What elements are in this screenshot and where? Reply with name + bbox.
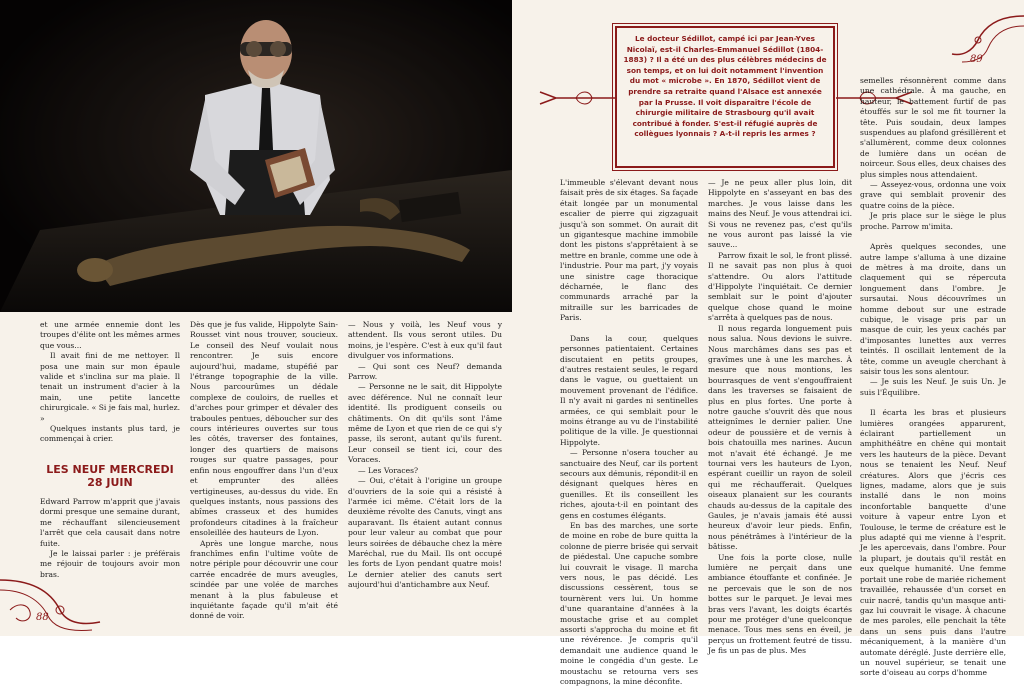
paragraph: Dans la cour, quelques personnes patientaient. Certaines discutaient en petits groupes, d'autres restaient seules, le regard dans le vague, ou guettaient un mouvement provenant de l'édifice. Il n'y avait ni gardes ni sentinelles armées, ce qui semblait pour le moins étrange au vu de l'instabilité politique de la ville. Je questionnai Hippolyte.	[560, 333, 698, 447]
corner-ornament-top-icon	[952, 0, 1024, 76]
left-page	[0, 0, 512, 636]
paragraph: semelles résonnèrent comme dans une cathédrale. À ma gauche, en hauteur, le battement furtif de pas étouffés sur le sol me fit tourner la tête. Puis soudain, deux lampes suspendues au plafond grésillèrent et s'allumèrent, comme deux colonnes de lumière dans un océan de noirceur. Sous elles, deux chaises des plus simples nous attendaient.	[860, 76, 1006, 179]
left-column-2	[190, 320, 338, 632]
left-column-3	[348, 320, 502, 632]
paragraph: Après une longue marche, nous franchîmes enfin l'ultime voûte de notre périple pour découvrir une cour carrée encadrée de murs aveugles, scindée par une volée de marches menant à la plus fabuleuse et inquiétante façade qu'il m'ait été donné de voir.	[190, 538, 338, 621]
right-column-1	[560, 178, 698, 687]
paragraph: et une armée ennemie dont les troupes d'élite ont les mêmes armes que vous...	[40, 320, 180, 350]
section-heading: LES NEUF MERCREDI 28 JUIN	[46, 462, 174, 489]
page-number-right: 89	[970, 54, 983, 65]
flourish-left-icon	[536, 86, 616, 110]
paragraph: Dès que je fus valide, Hippolyte Sain-Rousset vint nous trouver, soucieux. Le conseil des Neuf voulait nous rencontrer. Je suis encore aujourd'hui, madame, stupéfié par l'étrange topographie de la ville. Nous parcourûmes un dédale complexe de couloirs, de ruelles et d'arches pour grimper et dévaler des traboules pentues, déboucher sur des cours intérieures ouvertes sur tous les côtés, traverser des fontaines, longer des quartiers de maisons rouges sur quatre passages, pour enfin nous engouffrer dans l'un d'eux et emprunter des allées vertigineuses, au-dessus du vide. En quelques instants, nous passions des abîmes crasseux et des humides profondeurs citadines à la fraîcheur ensoleillée des hauteurs de Lyon.	[190, 320, 338, 538]
paragraph: — Nous y voilà, les Neuf vous y attendent. Ils vous seront utiles. Du moins, je l'espère. C'est à eux qu'il faut divulguer vos informations.	[348, 320, 502, 361]
photo-illustration	[0, 0, 512, 312]
paragraph: — Je suis les Neuf. Je suis Un. Je suis l'Équilibre.	[860, 377, 1006, 397]
paragraph: Quelques instants plus tard, je commençai à crier.	[40, 424, 180, 444]
corner-ornament-icon	[0, 560, 110, 636]
photo-doctor-examining-mummy	[0, 0, 512, 312]
paragraph: Il écarta les bras et plusieurs lumières orangées apparurent, éclairant partiellement un amphithéâtre en chêne qui montait vers les hauteurs de la pièce. Devant nous se tenaient les Neuf. Neuf créatures. Alors que j'écris ces lignes, madame, alors que je suis installé dans le non moins inconfortable banquette d'une voiture à vapeur entre Lyon et Toulouse, le terme de créature est le plus adapté qui me vienne à l'esprit. Je les apercevais, dans l'ombre. Pour la plupart, je doutais qu'il restât en eux quelque humanité. Une femme portait une robe de mariée richement travaillée, rehaussée d'un corset en cuir nacré, tandis qu'un masque anti-gaz lui couvrait le visage. À chacune de mes paroles, elle penchait la tête dans un sens puis dans l'autre mécaniquement, à la manière d'un automate déréglé. Juste derrière elle, un nouvel supérieur, se tenait une sorte d'oiseau au corps d'homme	[860, 408, 1006, 678]
right-column-2	[708, 178, 852, 656]
paragraph: — Les Voraces?	[358, 465, 419, 475]
paragraph: — Personne ne le sait, dit Hippolyte avec déférence. Nul ne connaît leur identité. Ils prodiguent conseils ou châtiments. On dit qu'ils sont l'âme même de Lyon et que rien de ce qui s'y passe, ils seront, autant qu'ils furent. Leur conseil se tient ici, cour des Voraces.	[348, 382, 502, 465]
paragraph: Il avait fini de me nettoyer. Il posa une main sur mon épaule valide et s'inclina sur ma plaie. Il tenait un instrument d'acier à la main, une petite lancette chirurgicale. « Si je fais mal, hurlez. »	[40, 351, 180, 423]
sidebar-quote-box	[615, 26, 835, 168]
paragraph: — Je ne peux aller plus loin, dit Hippolyte en s'asseyant en bas des marches. Je vous laisse dans les mains des Neuf. Je vous attendrai ici. Si vous ne revenez pas, c'est qu'ils ne vous auront pas laissé la vie sauve...	[708, 178, 852, 250]
paragraph: — Asseyez-vous, ordonna une voix grave qui semblait provenir des quatre coins de la pièce.	[860, 180, 1006, 210]
paragraph: Une fois la porte close, nulle lumière ne perçait dans une ambiance étouffante et confinée. Je ne percevais que le son de nos bottes sur le parquet. Je levai mes bras vers l'avant, les doigts écartés pour me protéger d'une quelconque menace. Tous mes sens en éveil, je perçus un frottement feutré de tissu. Je fis un pas de plus. Mes	[708, 552, 852, 656]
paragraph: — Oui, c'était à l'origine un groupe d'ouvriers de la soie qui a résisté à l'armée ici même. C'était lors de la deuxième révolte des Canuts, vingt ans auparavant. Ils étaient autant connus pour leur valeur au combat que pour leurs soirées de débauche chez la mère Maréchal, rue du Mail. Ils ont occupé les forts de Lyon pendant quatre mois! Le dernier atelier des canuts sert aujourd'hui d'antichambre aux Neuf.	[348, 476, 502, 590]
paragraph: — Personne n'osera toucher au sanctuaire des Neuf, car ils portent secours aux démunis, répondit-il en désignant quelques hères en guenilles. Et ils conseillent les riches, ajouta-t-il en pointant des gens en costumes élégants.	[560, 448, 698, 520]
sidebar-quote-text: Le docteur Sédillot, campé ici par Jean-Yves Nicolaï, est-il Charles-Emmanuel Sédillot (1804-1883) ? Il a été un des plus célèbres médecins de son temps, et on lui doit notamment l'invention du mot « microbe ». En 1870, Sédillot vient de prendre sa retraite quand l'Alsace est annexée par la Prusse. Il voit disparaître l'école de chirurgie militaire de Strasbourg qu'il avait contribué à fonder. S'est-il réfugié auprès de collègues lyonnais ? A-t-il repris les armes ?	[623, 34, 827, 139]
paragraph: — Qui sont ces Neuf? demanda Parrow.	[348, 361, 502, 382]
paragraph: En bas des marches, une sorte de moine en robe de bure quitta la colonne de pierre brisée qui servait de piédestal. Une capuche sombre lui couvrait le visage. Il marcha vers nous, le pas décidé. Les discussions cessèrent, tous se tournèrent vers lui. Un homme d'une quarantaine d'années à la moustache grise et au complet assorti s'approcha du moine et fit une révérence. Je compris qu'il demandait une audience quand le moine le congédia d'un geste. Le moustachu se retourna vers ses compagnons, la mine déconfite.	[560, 521, 698, 687]
paragraph: L'immeuble s'élevant devant nous faisait près de six étages. Sa façade était longée par un monumental escalier de pierre qui zigzaguait jusqu'à son sommet. On aurait dit un gigantesque machine immobile dont les pistons s'apprêtaient à se mettre en branle, comme une ode à l'industrie. Pour ma part, j'y voyais une sinistre cage thoracique décharnée, le flanc des communards arraché par la mitraille sur les barricades de Paris.	[560, 178, 698, 323]
paragraph: Il nous regarda longuement puis nous salua. Nous devions le suivre. Nous marchâmes dans ses pas et gravîmes une à une les marches. À mesure que nous montions, les bourrasques de vent s'engouffraient dans les traverses se faisaient de plus en plus fortes. Une porte à notre gauche s'ouvrit dès que nous atteignîmes le dernier palier. Une odeur de poussière et de vernis à bois chatouilla mes narines. Aucun mot n'avait été échangé. Je me tournai vers les hauteurs de Lyon, espérant cueillir un rayon de soleil qui me réchaufferait. Quelques oiseaux planaient sur les courants chauds au-dessus de la capitale des Gaules, je n'avais jamais été aussi heureux d'avoir leur pieds. Enfin, nous pénétrâmes à l'intérieur de la bâtisse.	[708, 323, 852, 552]
paragraph: Je pris place sur le siège le plus proche. Parrow m'imita.	[860, 211, 1006, 231]
paragraph: Après quelques secondes, une autre lampe s'alluma à une dizaine de mètres à ma droite, dans un claquement qui se répercuta longuement dans l'ombre. Je sursautai. Nous découvrîmes un homme debout sur une estrade cubique, le visage pris par un masque de cuir, les yeux cachés par d'imposantes lunettes aux verres teintés. Il oscillait lentement de la tête, comme un aveugle cherchant à saisir tous les sons alentour.	[860, 242, 1006, 376]
paragraph: Je le laissai parler : je préférais me réjouir de toujours avoir mon bras.	[40, 548, 180, 579]
right-column-3	[860, 76, 1006, 678]
paragraph: Parrow fixait le sol, le front plissé. Il ne savait pas non plus à quoi s'attendre. Ou alors l'attitude d'Hippolyte l'inquiétait. Ce dernier semblait sur le point d'ajouter quelque chose quand le moine s'arrêta à quelques pas de nous.	[708, 250, 852, 323]
page-number-left: 88	[36, 612, 49, 623]
paragraph: Edward Parrow m'apprit que j'avais dormi presque une semaine durant, me réchauffant silencieusement l'arrêt que cela causait dans notre fuite.	[40, 496, 180, 548]
